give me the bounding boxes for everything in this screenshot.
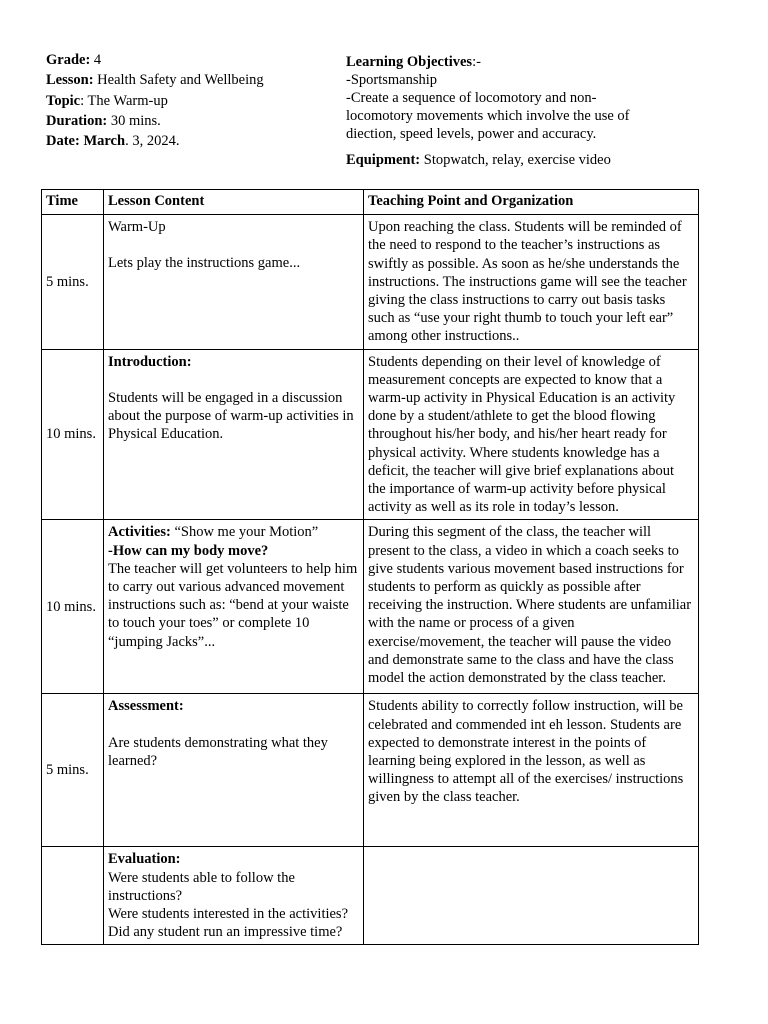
topic-value: : The Warm-up	[80, 92, 168, 109]
content-line: Were students able to follow the instructions?	[108, 869, 295, 904]
content-title-text: Evaluation:	[108, 851, 181, 868]
table-row	[42, 215, 699, 349]
content-cell	[104, 215, 364, 349]
content-title	[108, 697, 359, 715]
content-cell	[104, 847, 364, 945]
objectives-suffix: :-	[472, 54, 481, 70]
content-body: Lets play the instructions game...	[108, 255, 301, 272]
grade-label: Grade:	[46, 52, 91, 68]
time-column-header: Time	[42, 190, 104, 215]
lesson-line	[46, 71, 336, 91]
content-body: The teacher will get volunteers to help him to carry out various advanced movement instructions such as: “bend at your waiste to touch your toes” or complete 10 “jumping Jacks”...	[108, 560, 358, 650]
table-row	[42, 349, 699, 520]
topic-line	[46, 92, 336, 112]
content-body: Students will be engaged in a discussion about the purpose of warm-up activities in Physical Education.	[108, 389, 354, 443]
duration-value: 30 mins.	[107, 112, 161, 129]
teaching-cell	[364, 847, 699, 945]
content-cell	[104, 520, 364, 694]
teaching-column-header: Teaching Point and Organization	[364, 190, 699, 215]
objective-line: diection, speed levels, power and accuracy.	[346, 126, 597, 142]
table-header-row	[42, 190, 699, 215]
content-title-rest: “Show me your Motion”	[170, 524, 319, 541]
teaching-cell: Upon reaching the class. Students will be reminded of the need to respond to the teacher’s instructions as swiftly as possible. As soon as he/she understands the instructions. The instructions game will see the teacher giving the class instructions to carry out basis tasks such as “use your right thumb to touch your left ear” among other instructions..	[364, 215, 699, 349]
time-cell: 5 mins.	[42, 215, 104, 349]
content-title-text: Introduction:	[108, 353, 192, 370]
grade-line	[46, 51, 336, 71]
content-title	[108, 353, 359, 371]
objectives-label: Learning Objectives	[346, 54, 473, 70]
content-title: Warm-Up	[108, 219, 166, 236]
content-body: Are students demonstrating what they learned?	[108, 734, 328, 769]
equipment-label: Equipment:	[346, 152, 421, 168]
objective-line: -Create a sequence of locomotory and non-	[346, 90, 597, 106]
teaching-cell: Students depending on their level of knowledge of measurement concepts are expected to know that a warm-up activity in Physical Education is an activity done by a student/athlete to get the blood flowing throughout his/her body, and his/her heart ready for physical activity. Where students knowledge has a deficit, the teacher will give brief explanations about the importance of warm-up activity before physical activity as well as its role in today’s lesson.	[364, 349, 699, 520]
table-row	[42, 520, 699, 694]
lesson-header	[46, 51, 336, 152]
equipment-value: Stopwatch, relay, exercise video	[420, 152, 611, 168]
time-cell: 5 mins.	[42, 694, 104, 847]
content-line: Did any student run an impressive time?	[108, 924, 343, 941]
content-title	[108, 850, 359, 868]
duration-line	[46, 112, 336, 132]
teaching-cell: During this segment of the class, the teacher will present to the class, a video in which a coach seeks to give students various movement based instructions for students to perform as quickly as possible after receiving the instruction. Where students are unfamiliar with the name or process of a given exercise/movement, the teacher will pause the video and demonstrate same to the class and have the class model the action demonstrated by the class teacher.	[364, 520, 699, 694]
date-label: Date: March	[46, 133, 126, 150]
content-cell	[104, 349, 364, 520]
teaching-cell: Students ability to correctly follow instruction, will be celebrated and commended int eh lesson. Students are expected to demonstrate interest in the points of learning being explored in the lesson, as well as willingness to attempt all of the exercises/ instructions given by the class teacher.	[364, 694, 699, 847]
content-column-header: Lesson Content	[104, 190, 364, 215]
content-subtitle	[108, 542, 359, 560]
time-cell: 10 mins.	[42, 520, 104, 694]
content-title	[108, 523, 359, 541]
table-row	[42, 694, 699, 847]
topic-label: Topic	[46, 92, 81, 109]
time-cell	[42, 847, 104, 945]
objectives-heading	[346, 53, 666, 71]
grade-value: 4	[90, 52, 102, 68]
objective-line: -Sportsmanship	[346, 72, 438, 88]
content-line: Were students interested in the activities?	[108, 906, 349, 923]
time-cell: 10 mins.	[42, 349, 104, 520]
lesson-plan-table	[41, 189, 699, 945]
objectives-block	[346, 53, 666, 169]
content-title-text: Assessment:	[108, 698, 184, 715]
content-subtitle-text: -How can my body move?	[108, 542, 269, 559]
lesson-label: Lesson:	[46, 72, 94, 89]
objective-line: locomotory movements which involve the use of	[346, 108, 630, 124]
date-value: . 3, 2024.	[125, 133, 180, 150]
duration-label: Duration:	[46, 112, 108, 129]
date-line	[46, 132, 336, 152]
table-row	[42, 847, 699, 945]
content-title-text: Activities:	[108, 524, 171, 541]
equipment-line	[346, 151, 666, 169]
content-cell	[104, 694, 364, 847]
lesson-value: Health Safety and Wellbeing	[93, 72, 264, 89]
